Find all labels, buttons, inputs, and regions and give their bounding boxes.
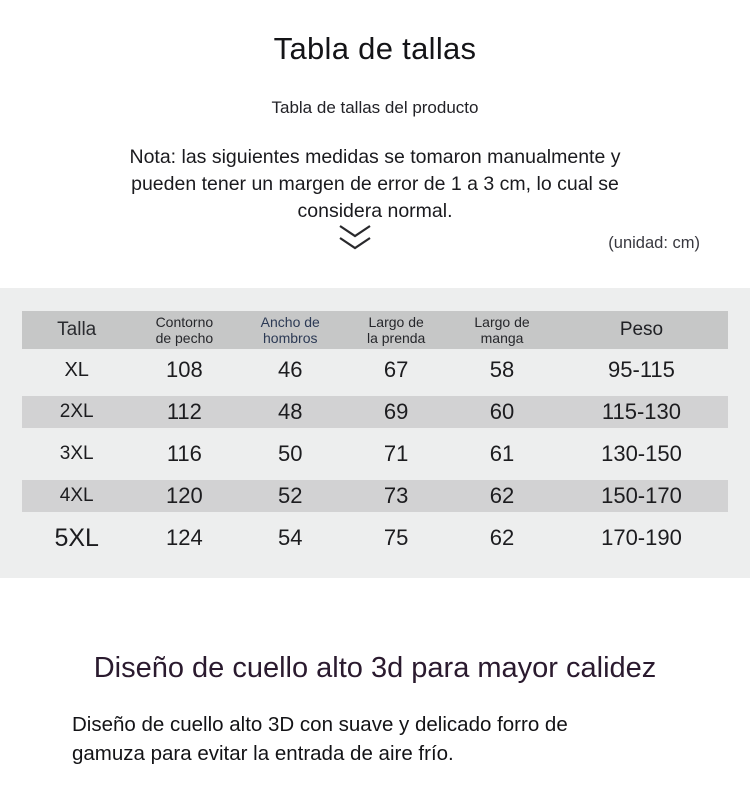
cell-2XL-garment_length: 69	[383, 399, 409, 424]
cell-2XL-sleeve_length: 60	[489, 399, 515, 424]
table-row-4XL	[22, 475, 728, 517]
column-header-weight: Peso	[619, 319, 664, 340]
cell-4XL-garment_length: 73	[383, 483, 409, 508]
cell-2XL-size: 2XL	[59, 401, 94, 422]
column-header-chest: Contorno de pecho	[155, 313, 214, 346]
cell-4XL-sleeve_length: 62	[489, 483, 515, 508]
cell-2XL-chest: 112	[166, 399, 202, 424]
column-header-shoulders: Ancho de hombros	[260, 313, 320, 346]
page-subtitle: Tabla de tallas del producto	[271, 98, 479, 117]
measurement-note	[0, 144, 750, 225]
column-header-size: Talla	[57, 319, 97, 340]
cell-3XL-chest: 116	[166, 441, 202, 466]
size-table-header-row	[22, 311, 728, 349]
cell-5XL-sleeve_length: 62	[489, 525, 515, 550]
feature-section	[0, 578, 750, 768]
cell-XL-shoulders: 46	[278, 357, 303, 382]
cell-5XL-chest: 124	[166, 525, 203, 550]
note-line-2: pueden tener un margen de error de 1 a 3 cm, lo cual se	[131, 173, 619, 195]
cell-5XL-shoulders: 54	[278, 525, 303, 550]
note-line-3: considera normal.	[297, 200, 453, 222]
cell-4XL-size: 4XL	[59, 485, 94, 506]
table-row-5XL	[22, 517, 728, 559]
cell-XL-weight: 95-115	[608, 357, 675, 382]
cell-XL-sleeve_length: 58	[489, 357, 515, 382]
unit-label: (unidad: cm)	[608, 234, 700, 252]
cell-3XL-weight: 130-150	[601, 441, 682, 466]
table-row-2XL	[22, 391, 728, 433]
table-row-XL	[22, 349, 728, 391]
size-table-body	[22, 349, 728, 559]
cell-2XL-shoulders: 48	[278, 399, 303, 424]
cell-XL-size: XL	[64, 358, 89, 381]
cell-4XL-chest: 120	[166, 483, 203, 508]
page-title: Tabla de tallas	[273, 31, 477, 66]
cell-5XL-garment_length: 75	[383, 525, 409, 550]
feature-description: Diseño de cuello alto 3D con suave y delicado forro de gamuza para evitar la entrada de aire frío.	[72, 713, 568, 765]
double-chevron-down-icon	[337, 222, 373, 254]
cell-3XL-garment_length: 71	[383, 441, 409, 466]
cell-5XL-size: 5XL	[54, 523, 99, 552]
cell-4XL-weight: 150-170	[601, 483, 682, 508]
cell-4XL-shoulders: 52	[278, 483, 303, 508]
cell-XL-garment_length: 67	[383, 357, 409, 382]
header-section	[0, 0, 750, 288]
cell-3XL-size: 3XL	[59, 443, 94, 464]
size-table-section	[0, 288, 750, 578]
cell-5XL-weight: 170-190	[601, 525, 682, 550]
cell-3XL-shoulders: 50	[278, 441, 303, 466]
note-line-1: Nota: las siguientes medidas se tomaron manualmente y	[129, 146, 621, 168]
size-table	[22, 311, 728, 559]
cell-3XL-sleeve_length: 61	[489, 441, 515, 466]
cell-XL-chest: 108	[166, 357, 203, 382]
column-header-garment_length: Largo de la prenda	[366, 313, 426, 346]
cell-2XL-weight: 115-130	[601, 399, 682, 424]
column-header-sleeve_length: Largo de manga	[474, 313, 530, 346]
table-row-3XL	[22, 433, 728, 475]
feature-heading: Diseño de cuello alto 3d para mayor calidez	[93, 652, 657, 684]
